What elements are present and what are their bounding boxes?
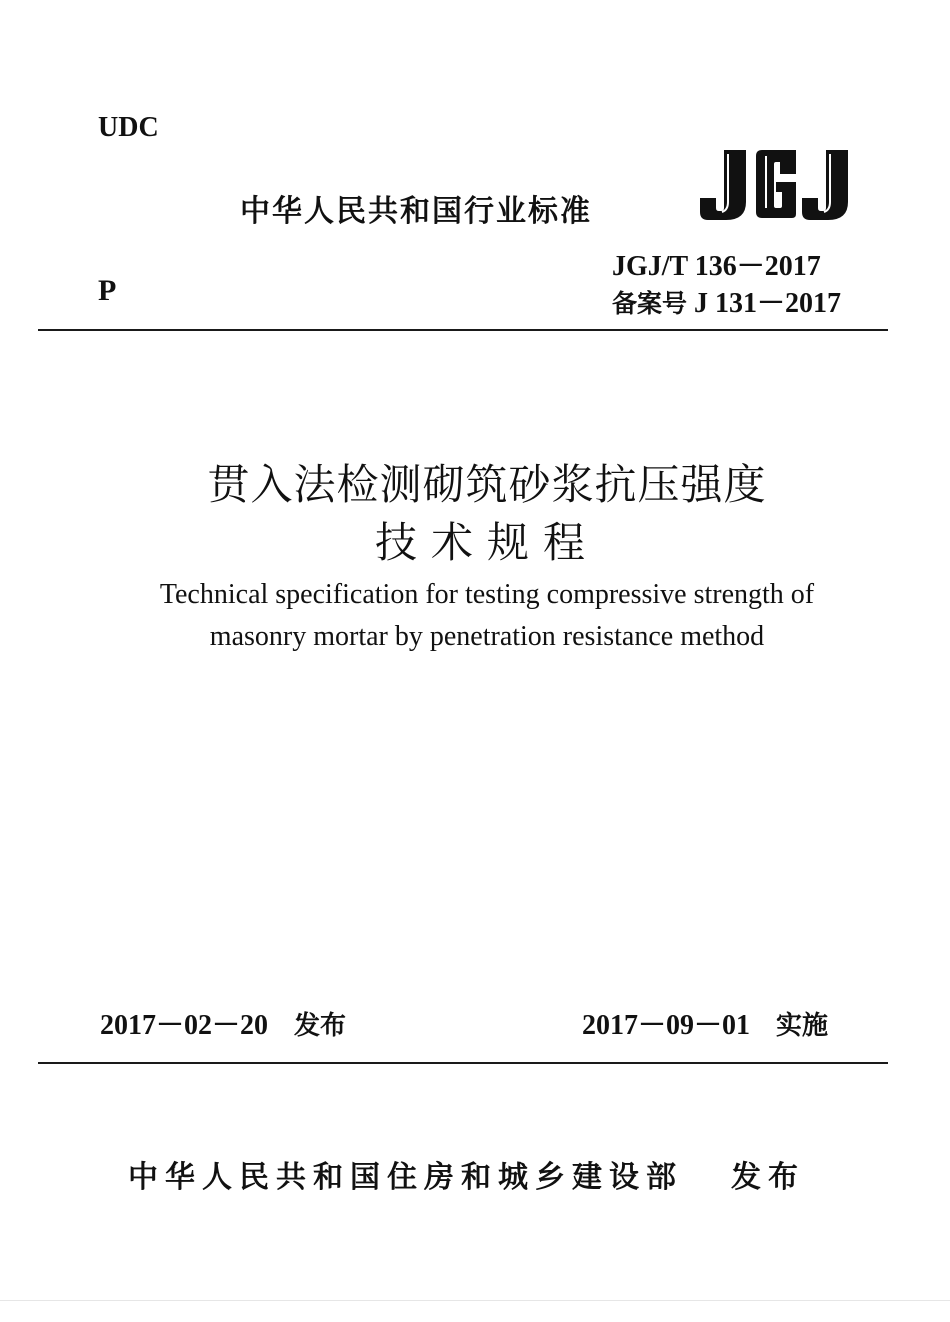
filing-number-value: J 131－2017	[694, 288, 842, 319]
release-date-block	[100, 1003, 346, 1043]
chinese-title-line-2: 技术规程	[374, 518, 599, 567]
release-label: 发布	[294, 1011, 347, 1041]
publisher-action: 发布	[731, 1160, 805, 1195]
chinese-title-line-1: 贯入法检测砌筑砂浆抗压强度	[207, 460, 767, 509]
publisher-name: 中华人民共和国住房和城乡建设部	[128, 1160, 683, 1195]
effective-date: 2017－09－01	[582, 1010, 751, 1041]
industry-standard-title: 中华人民共和国行业标准	[240, 194, 592, 229]
filing-number	[612, 281, 841, 321]
standard-number: JGJ/T 136－2017	[612, 251, 821, 282]
effective-label: 实施	[776, 1011, 829, 1041]
classification-code: P	[98, 274, 117, 307]
page-edge	[0, 1300, 950, 1301]
english-title-line-2: masonry mortar by penetration resistance method	[209, 621, 765, 652]
publisher-line	[128, 1152, 805, 1196]
top-divider	[38, 329, 888, 331]
release-date: 2017－02－20	[100, 1010, 269, 1041]
jgj-logo	[698, 146, 858, 224]
filing-label: 备案号	[612, 289, 688, 318]
bottom-divider	[38, 1062, 888, 1064]
english-title-line-1: Technical specification for testing compressive strength of	[159, 579, 815, 610]
effective-date-block	[582, 1003, 828, 1043]
udc-label: UDC	[98, 112, 159, 143]
